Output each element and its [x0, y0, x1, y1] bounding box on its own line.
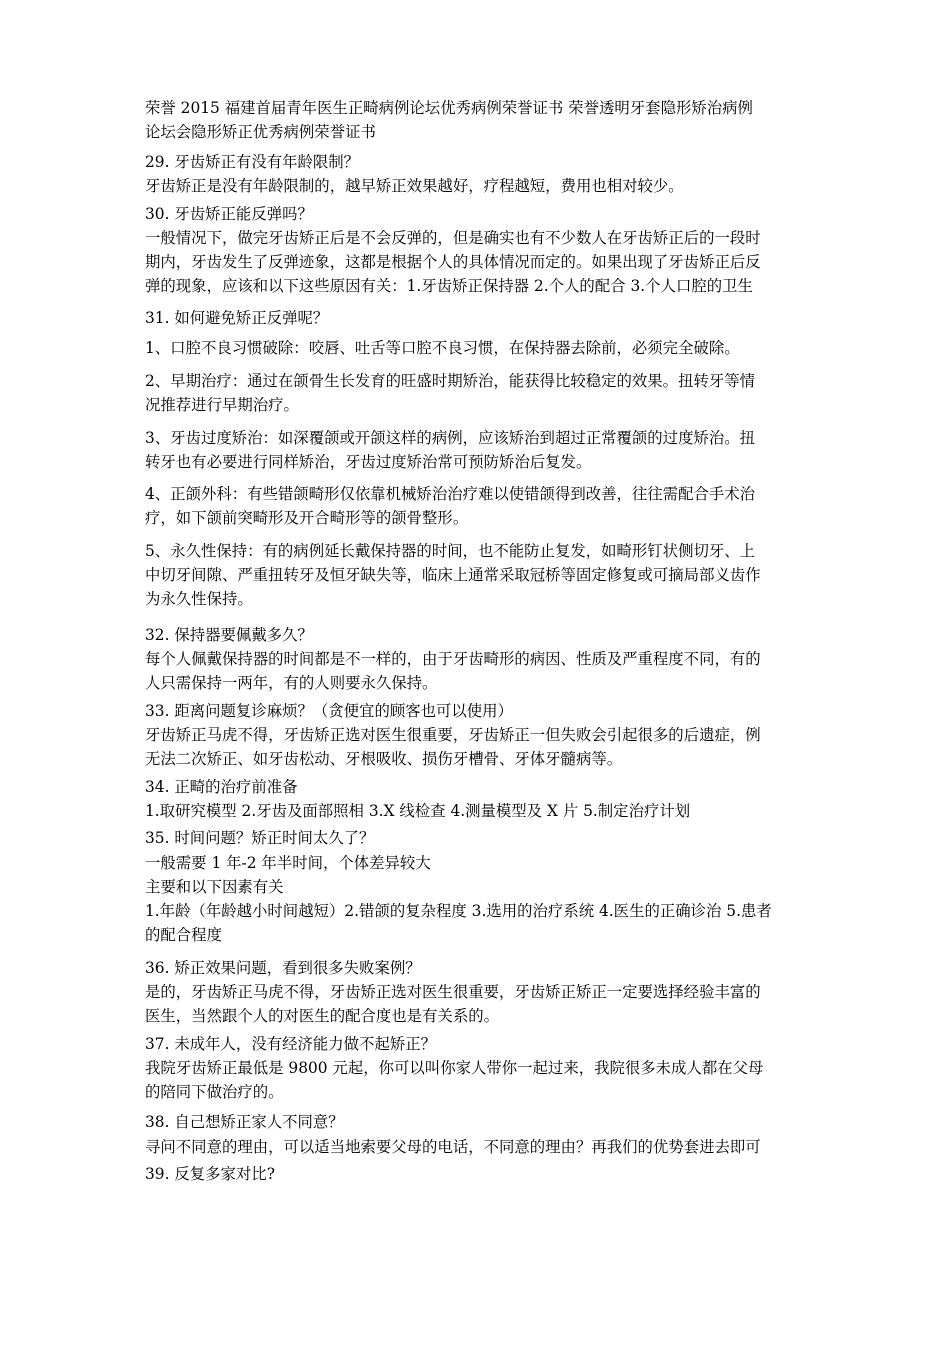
answer-line: 我院牙齿矫正最低是 9800 元起，你可以叫你家人带你一起过来，我院很多未成人都在父母 — [145, 1059, 764, 1077]
q30-answer — [145, 226, 825, 298]
q31-item-2 — [145, 369, 825, 417]
q31-question — [145, 306, 825, 330]
list-item-line: 2、早期治疗：通过在颌骨生长发育的旺盛时期矫治，能获得比较稳定的效果。扭转牙等情 — [145, 372, 756, 390]
q37-answer — [145, 1056, 825, 1104]
q33-question — [145, 699, 825, 723]
answer-line: 1.取研究模型 2.牙齿及面部照相 3.X 线检查 4.测量模型及 X 片 5.制定治疗计划 — [145, 802, 691, 820]
list-item-line: 况推荐进行早期治疗。 — [145, 396, 299, 414]
question-heading: 37. 未成年人，没有经济能力做不起矫正？ — [145, 1035, 437, 1053]
question-heading: 36. 矫正效果问题，看到很多失败案例？ — [145, 959, 421, 977]
q39-question — [145, 1162, 825, 1186]
answer-line: 的陪同下做治疗的。 — [145, 1083, 284, 1101]
q29-answer — [145, 174, 825, 198]
intro-line: 荣誉 2015 福建首届青年医生正畸病例论坛优秀病例荣誉证书 荣誉透明牙套隐形矫治病例 — [145, 99, 753, 117]
answer-line: 弹的现象，应该和以下这些原因有关：1.牙齿矫正保持器 2.个人的配合 3.个人口腔的卫生 — [145, 277, 753, 295]
answer-line: 牙齿矫正马虎不得，牙齿矫正选对医生很重要，牙齿矫正一但失败会引起很多的后遗症，例 — [145, 726, 761, 744]
q32-answer — [145, 647, 825, 695]
answer-line: 牙齿矫正是没有年龄限制的，越早矫正效果越好，疗程越短，费用也相对较少。 — [145, 177, 684, 195]
q31-item-5 — [145, 539, 825, 611]
question-heading: 33. 距离问题复诊麻烦？（贪便宜的顾客也可以使用） — [145, 702, 513, 720]
question-heading: 29. 牙齿矫正有没有年龄限制？ — [145, 153, 360, 171]
q34-answer — [145, 799, 825, 823]
q32-question — [145, 623, 825, 647]
list-item-line: 疗，如下颌前突畸形及开合畸形等的颌骨整形。 — [145, 509, 469, 527]
answer-line: 每个人佩戴保持器的时间都是不一样的，由于牙齿畸形的病因、性质及严重程度不同，有的 — [145, 650, 761, 668]
answer-line: 是的，牙齿矫正马虎不得，牙齿矫正选对医生很重要，牙齿矫正矫正一定要选择经验丰富的 — [145, 983, 761, 1001]
question-heading: 32. 保持器要佩戴多久？ — [145, 626, 313, 644]
intro-line: 论坛会隐形矫正优秀病例荣誉证书 — [145, 123, 376, 141]
answer-line: 人只需保持一两年，有的人则要永久保持。 — [145, 674, 438, 692]
question-heading: 38. 自己想矫正家人不同意？ — [145, 1113, 344, 1131]
list-item-line: 3、牙齿过度矫治：如深覆颌或开颌这样的病例，应该矫治到超过正常覆颌的过度矫治。扭 — [145, 429, 756, 447]
answer-line: 一般需要 1 年-2 年半时间，个体差异较大 — [145, 854, 431, 872]
list-item-line: 中切牙间隙、严重扭转牙及恒牙缺失等，临床上通常采取冠桥等固定修复或可摘局部义齿作 — [145, 566, 761, 584]
q30-question — [145, 202, 825, 226]
question-heading: 31. 如何避免矫正反弹呢？ — [145, 309, 329, 327]
answer-line: 无法二次矫正、如牙齿松动、牙根吸收、损伤牙槽骨、牙体牙髓病等。 — [145, 750, 623, 768]
list-item-line: 4、正颌外科：有些错颌畸形仅依靠机械矫治治疗难以使错颌得到改善，往往需配合手术治 — [145, 485, 756, 503]
q29-question — [145, 150, 825, 174]
q31-item-4 — [145, 482, 825, 530]
question-heading: 34. 正畸的治疗前准备 — [145, 778, 298, 796]
q38-answer — [145, 1135, 825, 1159]
list-item-line: 转牙也有必要进行同样矫治，牙齿过度矫治常可预防矫治后复发。 — [145, 453, 592, 471]
q38-question — [145, 1110, 825, 1134]
answer-line: 期内，牙齿发生了反弹迹象，这都是根据个人的具体情况而定的。如果出现了牙齿矫正后反 — [145, 253, 761, 271]
q36-answer — [145, 980, 825, 1028]
q31-item-1 — [145, 336, 825, 360]
q37-question — [145, 1032, 825, 1056]
answer-line: 寻问不同意的理由，可以适当地索要父母的电话，不同意的理由？再我们的优势套进去即可 — [145, 1138, 761, 1156]
list-item-line: 5、永久性保持：有的病例延长戴保持器的时间，也不能防止复发，如畸形钉状侧切牙、上 — [145, 542, 756, 560]
list-item-line: 为永久性保持。 — [145, 590, 253, 608]
answer-line: 的配合程度 — [145, 926, 222, 944]
q33-answer — [145, 723, 825, 771]
answer-line: 主要和以下因素有关 — [145, 878, 284, 896]
answer-line: 医生，当然跟个人的对医生的配合度也是有关系的。 — [145, 1007, 499, 1025]
intro-paragraph — [145, 96, 825, 144]
q35-question — [145, 826, 825, 850]
q35-answer — [145, 851, 825, 947]
answer-line: 一般情况下，做完牙齿矫正后是不会反弹的，但是确实也有不少数人在牙齿矫正后的一段时 — [145, 229, 761, 247]
q36-question — [145, 956, 825, 980]
question-heading: 39. 反复多家对比? — [145, 1165, 275, 1183]
answer-line: 1.年龄（年龄越小时间越短）2.错颌的复杂程度 3.选用的治疗系统 4.医生的正确诊治 5.患者 — [145, 902, 772, 920]
list-item-line: 1、口腔不良习惯破除：咬唇、吐舌等口腔不良习惯，在保持器去除前，必须完全破除。 — [145, 339, 740, 357]
q34-question — [145, 775, 825, 799]
q31-item-3 — [145, 426, 825, 474]
question-heading: 35. 时间问题？矫正时间太久了？ — [145, 829, 375, 847]
question-heading: 30. 牙齿矫正能反弹吗？ — [145, 205, 313, 223]
